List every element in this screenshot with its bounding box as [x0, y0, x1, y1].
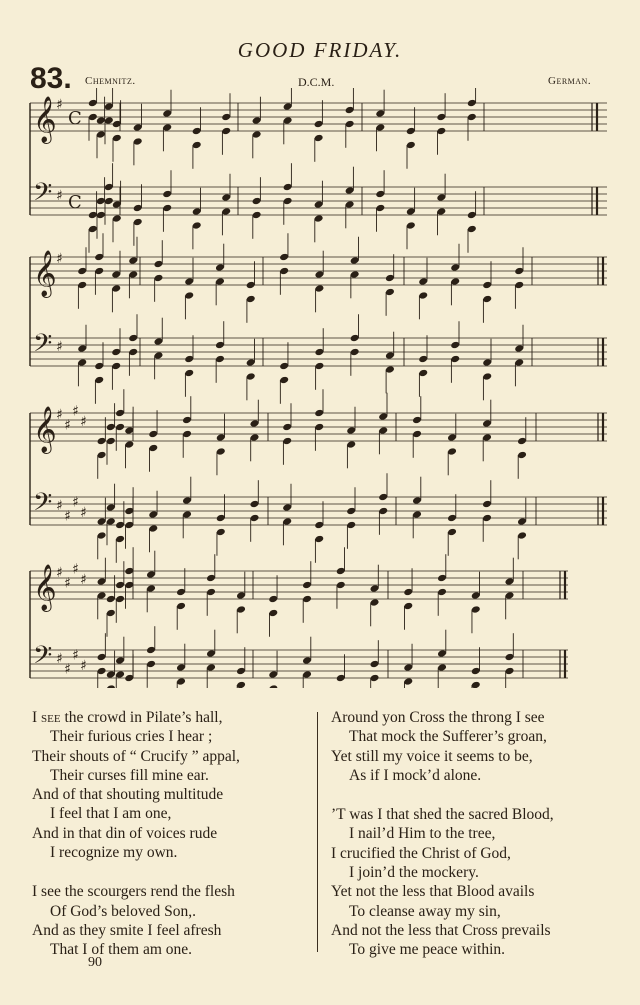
key-sharp-icon: ♯: [56, 498, 63, 514]
verse-line: [331, 940, 621, 959]
verse-line: [331, 863, 621, 882]
verse-line: [331, 902, 621, 921]
verse-line-text: And as they smite I feel afresh: [32, 921, 222, 939]
verse-line-text: And in that din of voices rude: [32, 824, 218, 842]
verse-line: [32, 785, 312, 804]
verse-line: [32, 940, 312, 959]
bass-clef-icon: 𝄢: [33, 329, 53, 365]
key-sharp-icon: ♯: [56, 565, 63, 581]
verse-line-text: I feel that I am one,: [50, 805, 172, 823]
tune-origin: German.: [548, 75, 592, 87]
key-sharp-icon: ♯: [72, 647, 79, 664]
treble-clef-icon: 𝄞: [33, 250, 57, 297]
bass-clef-icon: 𝄢: [33, 178, 53, 214]
verse-line-text: the crowd in Pilate’s hall,: [60, 709, 223, 726]
tune-name: Chemnitz.: [85, 75, 136, 87]
verse-line: [331, 708, 621, 727]
note-head: [106, 684, 116, 688]
meter: D.C.M.: [298, 75, 335, 89]
verse-line: [331, 805, 621, 824]
verse-line-text: I see the scourgers rend the flesh: [32, 883, 235, 901]
verse-line-text: Yet not the less that Blood avails: [331, 883, 535, 901]
verse-line-text: Of God’s beloved Son,.: [50, 902, 196, 920]
key-sharp-icon: ♯: [64, 661, 71, 678]
verse-stanza: [331, 805, 621, 959]
treble-clef-icon: 𝄞: [33, 406, 57, 453]
verse-line-text: Their furious cries I hear ;: [50, 728, 213, 746]
bass-clef-icon: 𝄢: [33, 641, 53, 677]
verse-line: [32, 902, 312, 921]
verse-line-text: And not the less that Cross prevails: [331, 921, 551, 939]
verse-line-text: ’T was I that shed the sacred Blood,: [331, 806, 554, 824]
verse-line-text: Around yon Cross the throng I see: [331, 709, 545, 726]
verse-stanza: [331, 708, 621, 785]
key-sharp-icon: ♯: [80, 414, 87, 430]
verse-line: [331, 921, 621, 940]
key-sharp-icon: ♯: [56, 339, 63, 355]
verse-line-text: Their shouts of “ Crucify ” appal,: [32, 747, 240, 765]
key-sharp-icon: ♯: [56, 188, 63, 204]
key-sharp-icon: ♯: [64, 508, 71, 525]
verse-line: [32, 727, 312, 746]
verse-line: [32, 824, 312, 843]
verse-line: [331, 727, 621, 746]
time-signature-icon: C: [68, 108, 82, 129]
verse-line: [32, 921, 312, 940]
verse-stanza: [32, 708, 312, 862]
verse-line: [32, 804, 312, 823]
key-sharp-icon: ♯: [64, 417, 71, 434]
verse-line: [32, 708, 312, 727]
verse-line-text: Their curses fill mine ear.: [50, 766, 209, 784]
verse-line: [331, 824, 621, 843]
column-divider: [317, 712, 318, 952]
key-sharp-icon: ♯: [72, 561, 79, 578]
key-sharp-icon: ♯: [80, 572, 87, 588]
verse-line-text: To cleanse away my sin,: [349, 902, 501, 920]
verse-line: [331, 882, 621, 901]
verse-stanza: [32, 882, 312, 959]
verse-line-text: I crucified the Christ of God,: [331, 844, 511, 862]
treble-clef-icon: 𝄞: [33, 96, 57, 143]
verse-line: [32, 766, 312, 785]
key-sharp-icon: ♯: [56, 251, 63, 267]
verse-column-right: [331, 708, 621, 980]
verse-line-text: That mock the Sufferer’s groan,: [349, 728, 547, 746]
key-sharp-icon: ♯: [72, 403, 79, 420]
verse-line: [32, 882, 312, 901]
verse-line: [32, 843, 312, 862]
verse-line-text: That I of them am one.: [50, 941, 193, 959]
verse-line-text: I join’d the mockery.: [349, 864, 479, 882]
music-score: [0, 88, 640, 688]
page-number: 90: [88, 955, 102, 970]
verse-line-text: Yet still my voice it seems to be,: [331, 747, 533, 765]
verse-line-text: And of that shouting multitude: [32, 786, 224, 804]
key-sharp-icon: ♯: [80, 505, 87, 521]
verse-line: [331, 766, 621, 785]
key-sharp-icon: ♯: [72, 494, 79, 511]
treble-clef-icon: 𝄞: [33, 564, 57, 611]
note-head: [268, 684, 278, 688]
verse-line: [331, 844, 621, 863]
verse-line-text: As if I mock’d alone.: [349, 766, 482, 784]
hymn-number: 83.: [30, 62, 72, 95]
verse-line-text: I nail’d Him to the tree,: [349, 825, 496, 843]
bass-clef-icon: 𝄢: [33, 488, 53, 524]
verse-line: [32, 747, 312, 766]
key-sharp-icon: ♯: [56, 651, 63, 667]
verse-lead-word: I see: [32, 709, 61, 726]
verse-line-text: To give me peace within.: [349, 941, 506, 959]
key-sharp-icon: ♯: [80, 658, 87, 674]
key-sharp-icon: ♯: [64, 575, 71, 592]
hymn-section-title: GOOD FRIDAY.: [237, 38, 403, 62]
verse-line: [331, 747, 621, 766]
verse-line-text: I recognize my own.: [50, 844, 178, 862]
time-signature-icon: C: [68, 192, 82, 213]
key-sharp-icon: ♯: [56, 97, 63, 113]
verse-column-left: [32, 708, 312, 980]
key-sharp-icon: ♯: [56, 407, 63, 423]
